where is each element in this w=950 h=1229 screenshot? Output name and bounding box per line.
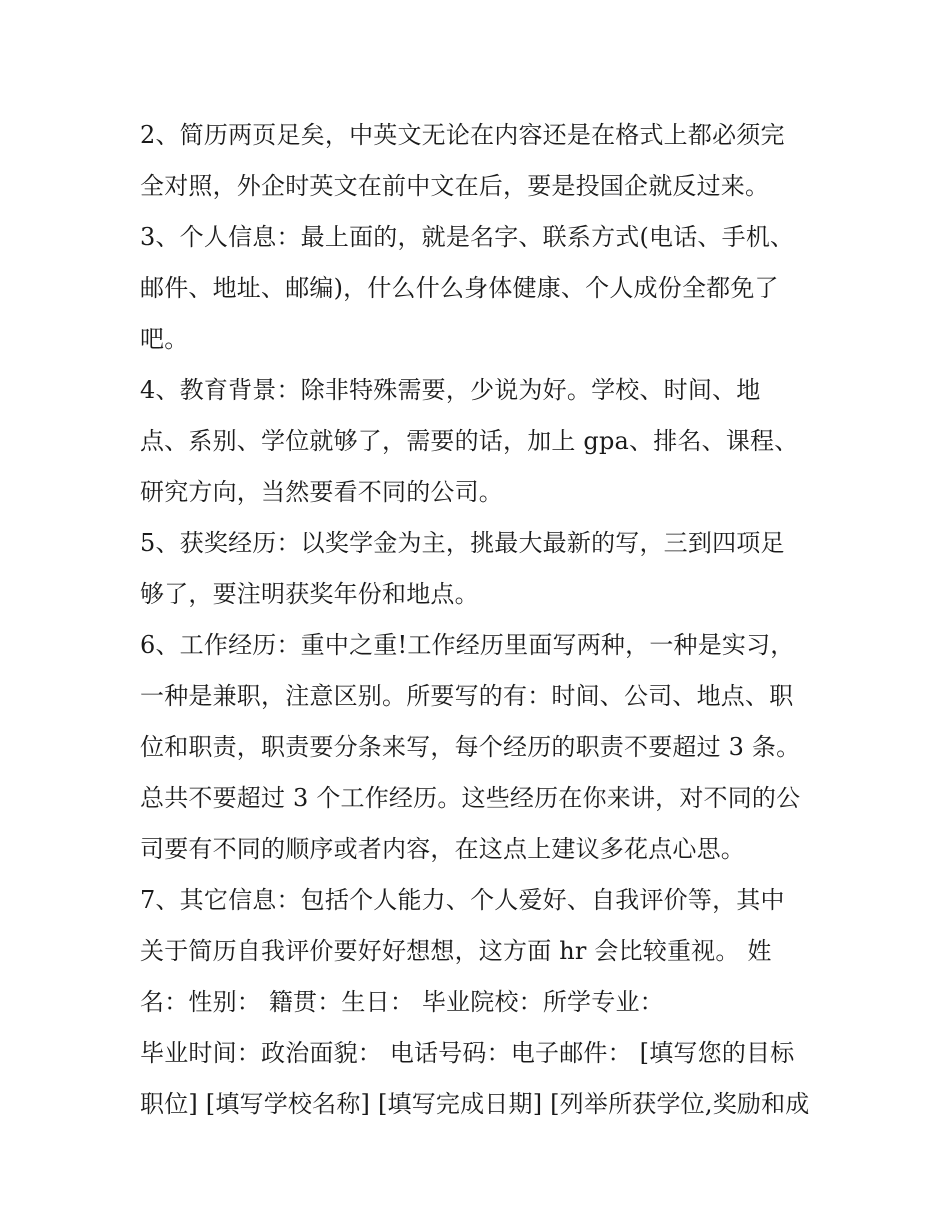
text-line: 一种是兼职，注意区别。所要写的有：时间、公司、地点、职 [140, 682, 794, 710]
document-body [140, 110, 820, 1130]
text-line: 位和职责，职责要分条来写，每个经历的职责不要超过 3 条。 [140, 733, 801, 761]
text-line: 总共不要超过 3 个工作经历。这些经历在你来讲，对不同的公 [140, 784, 801, 812]
text-line: 7、其它信息：包括个人能力、个人爱好、自我评价等，其中 [140, 886, 785, 914]
text-line: 职位] [填写学校名称] [填写完成日期] [列举所获学位,奖励和成 [140, 1090, 810, 1118]
text-line: 毕业时间：政治面貌： 电话号码：电子邮件： [填写您的目标 [140, 1039, 795, 1067]
text-line: 研究方向，当然要看不同的公司。 [140, 478, 503, 506]
text-line: 3、个人信息：最上面的，就是名字、联系方式(电话、手机、 [140, 223, 795, 251]
text-line: 名：性别： 籍贯：生日： 毕业院校：所学专业： [140, 988, 664, 1016]
text-line: 邮件、地址、邮编)，什么什么身体健康、个人成份全都免了 [140, 274, 779, 302]
text-line: 全对照，外企时英文在前中文在后，要是投国企就反过来。 [140, 172, 770, 200]
text-line: 点、系别、学位就够了，需要的话，加上 gpa、排名、课程、 [140, 427, 799, 455]
text-line: 司要有不同的顺序或者内容，在这点上建议多花点心思。 [140, 835, 745, 863]
text-line: 4、教育背景：除非特殊需要，少说为好。学校、时间、地 [140, 376, 761, 404]
text-line: 2、简历两页足矣，中英文无论在内容还是在格式上都必须完 [140, 121, 785, 149]
text-line: 关于简历自我评价要好好想想，这方面 hr 会比较重视。 姓 [140, 937, 772, 965]
text-line: 6、工作经历：重中之重!工作经历里面写两种，一种是实习， [140, 631, 795, 659]
text-line: 5、获奖经历：以奖学金为主，挑最大最新的写，三到四项足 [140, 529, 785, 557]
text-line: 吧。 [140, 325, 189, 353]
text-line: 够了，要注明获奖年份和地点。 [140, 580, 479, 608]
